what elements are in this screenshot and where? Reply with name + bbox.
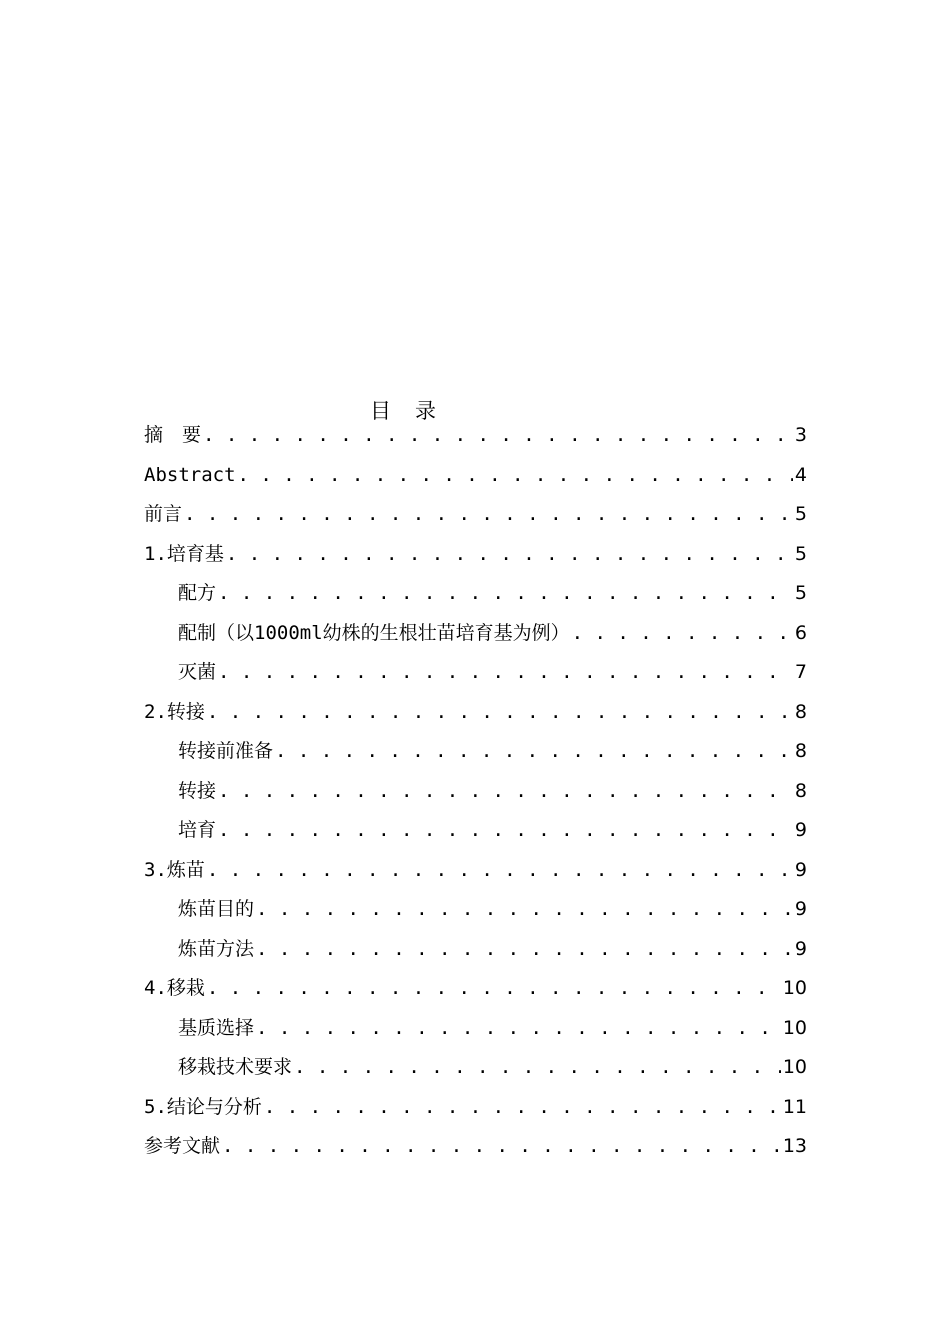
toc-leader-dots: [294, 1048, 781, 1086]
toc-entry-label: 4.移栽: [144, 977, 205, 999]
toc-entry-label: Abstract: [144, 464, 236, 486]
toc-entry-label: 摘 要: [144, 424, 202, 446]
toc-entry-page: 9: [794, 819, 807, 841]
toc-entry-page: 8: [794, 701, 807, 723]
toc-entry-label: 配制（以1000ml幼株的生根壮苗培育基为例）: [178, 622, 570, 644]
toc-title-part2: 录: [415, 399, 436, 423]
toc-entry-label: 2.转接: [144, 701, 205, 723]
toc-entry-2-2[interactable]: [178, 772, 807, 810]
toc-entry-2-1[interactable]: [178, 732, 807, 770]
toc-entry-label: 转接: [178, 780, 217, 802]
toc-entry-3-2[interactable]: [178, 930, 807, 968]
toc-leader-dots: [218, 811, 793, 849]
toc-entry-page: 10: [782, 1056, 807, 1078]
toc-entry-label: 炼苗目的: [178, 898, 255, 920]
toc-entry-label: 前言: [144, 503, 183, 525]
toc-leader-dots: [275, 732, 793, 770]
toc-entry-page: 7: [794, 661, 807, 683]
toc-entry-label: 5.结论与分析: [144, 1096, 262, 1118]
toc-leader-dots: [207, 693, 793, 731]
toc-leader-dots: [264, 1088, 781, 1126]
toc-entry-label: 参考文献: [144, 1135, 221, 1157]
toc-entry-label: 培育: [178, 819, 217, 841]
toc-leader-dots: [184, 495, 793, 533]
toc-leader-dots: [572, 614, 793, 652]
toc-entry-page: 9: [794, 938, 807, 960]
toc-entry-label: 炼苗方法: [178, 938, 255, 960]
toc-entry-3-1[interactable]: [178, 890, 807, 928]
toc-entry-section-5[interactable]: [144, 1088, 807, 1126]
toc-entry-section-4[interactable]: [144, 969, 807, 1007]
toc-entry-page: 13: [782, 1135, 807, 1157]
toc-entry-preface[interactable]: [144, 495, 807, 533]
toc-entry-page: 8: [794, 780, 807, 802]
toc-leader-dots: [218, 653, 793, 691]
toc-leader-dots: [218, 772, 793, 810]
toc-leader-dots: [207, 851, 793, 889]
toc-leader-dots: [256, 890, 793, 928]
toc-leader-dots: [256, 930, 793, 968]
toc-entry-page: 10: [782, 1017, 807, 1039]
toc-entry-page: 5: [794, 582, 807, 604]
toc-entry-page: 11: [782, 1096, 807, 1118]
toc-title-part1: 目: [370, 399, 391, 423]
toc-entry-page: 9: [794, 898, 807, 920]
toc-entry-page: 10: [782, 977, 807, 999]
toc-entry-label: 3.炼苗: [144, 859, 205, 881]
toc-entry-abstract-en[interactable]: [144, 456, 807, 494]
toc-entry-label: 灭菌: [178, 661, 217, 683]
toc-entry-label: 转接前准备: [178, 740, 274, 762]
toc-entry-label: 配方: [178, 582, 217, 604]
toc-entry-references[interactable]: [144, 1127, 807, 1165]
toc-entry-page: 5: [794, 503, 807, 525]
toc-entry-page: 4: [794, 464, 807, 486]
toc-entry-section-2[interactable]: [144, 693, 807, 731]
toc-leader-dots: [207, 969, 781, 1007]
toc-entry-section-3[interactable]: [144, 851, 807, 889]
toc-entry-abstract-cn[interactable]: [144, 416, 807, 454]
toc-entry-section-1[interactable]: [144, 535, 807, 573]
toc-entry-4-2[interactable]: [178, 1048, 807, 1086]
toc-entry-label: 1.培育基: [144, 543, 224, 565]
toc-entry-page: 5: [794, 543, 807, 565]
toc-entry-page: 6: [794, 622, 807, 644]
toc-entry-page: 9: [794, 859, 807, 881]
toc-entry-2-3[interactable]: [178, 811, 807, 849]
toc-entry-page: 3: [794, 424, 807, 446]
toc-entry-4-1[interactable]: [178, 1009, 807, 1047]
toc-entry-label: 移栽技术要求: [178, 1056, 293, 1078]
toc-leader-dots: [222, 1127, 781, 1165]
toc-entry-page: 8: [794, 740, 807, 762]
toc-entry-1-3[interactable]: [178, 653, 807, 691]
toc-leader-dots: [203, 416, 793, 454]
toc-entry-1-2[interactable]: [178, 614, 807, 652]
toc-leader-dots: [218, 574, 793, 612]
toc-leader-dots: [226, 535, 793, 573]
toc-leader-dots: [238, 456, 793, 494]
toc-leader-dots: [256, 1009, 781, 1047]
toc-entry-label: 基质选择: [178, 1017, 255, 1039]
toc-entry-1-1[interactable]: [178, 574, 807, 612]
